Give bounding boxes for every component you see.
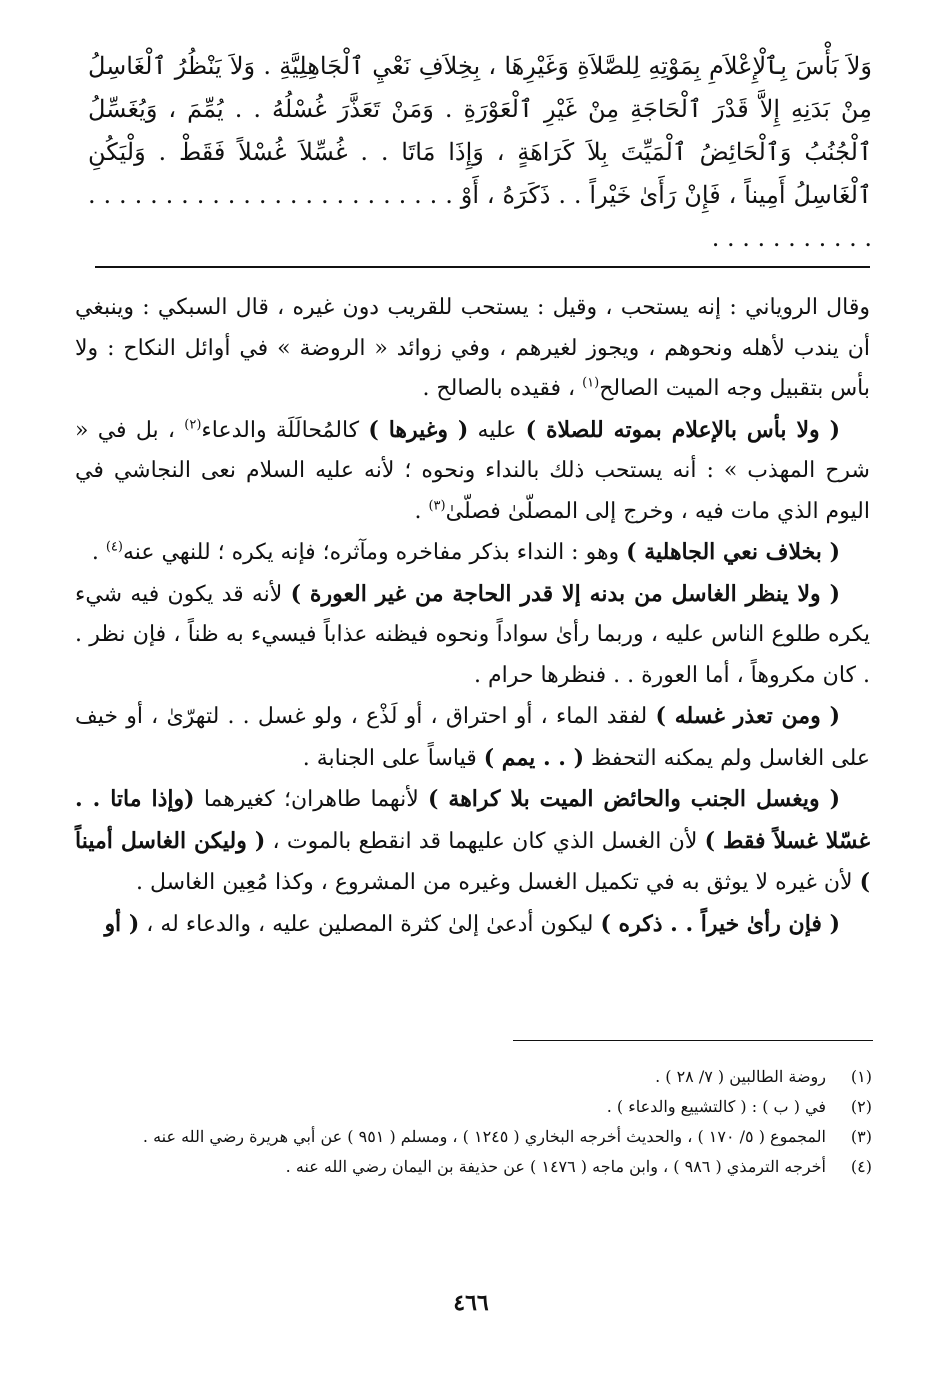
sharh-text-block (75, 288, 870, 945)
sharh-paragraph-4: ( ولا ينظر الغاسل من بدنه إلا قدر الحاجة من غير العورة ) لأنه قد يكون فيه شيء يكره طلوع الناس عليه ، وربما رأىٰ سواداً ونحوه فيظنه عذاباً فيسيء به ظناً ، فإن نظر . . كان مكروهاً ، أما العورة . . فنظرها حرام . (75, 580, 870, 688)
sharh-paragraph-3: ( بخلاف نعي الجاهلية ) وهو : النداء بذكر مفاخره ومآثره؛ فإنه يكره ؛ للنهي عنه$^{(٤)}$ . (91, 539, 840, 565)
footnote-number: (١) (850, 1067, 872, 1086)
footnote-ref-2: (٢) (184, 417, 202, 433)
footnote-ref-3: (٣) (428, 498, 446, 514)
sharh-paragraph-5: ( ومن تعذر غسله ) لفقد الماء ، أو احتراق ، أو لَذْع ، ولو غسل . . لتهرّىٰ ، أو خيف على الغاسل ولم يمكنه التحفظ ( . . يمم ) قياساً على الجنابة . (75, 703, 870, 771)
footnote-item (100, 1152, 872, 1182)
footnote-item (100, 1092, 872, 1122)
matn-divider-line (95, 266, 870, 268)
sharh-paragraph-7: ( فإن رأىٰ خيراً . . ذكره ) ليكون أدعىٰ إلىٰ كثرة المصلين عليه ، والدعاء له ، ( أو (104, 910, 840, 937)
footnotes-divider-line (513, 1040, 873, 1041)
footnotes-block (100, 1062, 872, 1182)
footnote-number: (٤) (850, 1157, 872, 1176)
matn-text-block (88, 45, 872, 260)
footnote-ref-1: (١) (582, 375, 600, 391)
footnote-number: (٣) (850, 1127, 872, 1146)
footnote-number: (٢) (850, 1097, 872, 1116)
footnote-item (100, 1122, 872, 1152)
sharh-paragraph-6: ( ويغسل الجنب والحائض الميت بلا كراهة ) لأنهما طاهران؛ كغيرهما (وإذا ماتا . . غسّلا غسلاً فقط ) لأن الغسل الذي كان عليهما قد انقطع بالموت ، ( وليكن الغاسل أميناً ) لأن غيره لا يوثق به في تكميل الغسل وغيره من المشروع ، وكذا مُعِين الغاسل . (75, 786, 870, 895)
matn-paragraph: وَلاَ بَأْسَ بِٱلْإِعْلاَمِ بِمَوْتِهِ لِلصَّلاَةِ وَغَيْرِهَا ، بِخِلاَفِ نَعْيِ ٱلْجَاهِلِيَّةِ . وَلاَ يَنْظُرُ ٱلْغَاسِلُ مِنْ بَدَنِهِ إِلاَّ قَدْرَ ٱلْحَاجَةِ مِنْ غَيْرِ ٱلْعَوْرَةِ . وَمَنْ تَعَذَّرَ غُسْلُهُ . . يُمِّمَ ، وَيُغَسِّلُ ٱلْجُنُبُ وَٱلْحَائِضُ ٱلْمَيِّتَ بِلاَ كَرَاهَةٍ ، وَإِذَا مَاتَا . . غُسِّلاَ غُسْلاً فَقَطْ . وَلْيَكُنِ ٱلْغَاسِلُ أَمِيناً ، فَإِنْ رَأَىٰ خَيْراً . . ذَكَرَهُ ، أَوْ . . . . . . . . . . . . . . . . . . . . . . . . . . . . . . . . . . . (88, 52, 872, 252)
sharh-paragraph-2: ( ولا بأس بالإعلام بموته للصلاة ) عليه ( وغيرها ) كالمُحالَلَة والدعاء$^{(٢)}$ ، بل في « شرح المهذب » : أنه يستحب ذلك بالنداء ونحوه ؛ لأنه عليه السلام نعى النجاشي في اليوم الذي مات فيه ، وخرج إلى المصلّىٰ فصلّىٰ$^{(٣)}$ . (75, 416, 870, 524)
footnote-text: في ( ب ) : ( كالتشييع والدعاء ) . (606, 1097, 826, 1116)
page-number: ٤٦٦ (453, 1290, 489, 1316)
footnote-text: أخرجه الترمذي ( ٩٨٦ ) ، وابن ماجه ( ١٤٧٦ ) عن حذيفة بن اليمان رضي الله عنه . (285, 1157, 826, 1176)
sharh-paragraph-1: وقال الروياني : إنه يستحب ، وقيل : يستحب للقريب دون غيره ، قال السبكي : وينبغي أن يندب لأهله ونحوهم ، ويجوز لغيرهم ، وفي زوائد « الروضة » في أوائل النكاح : ولا بأس بتقبيل وجه الميت الصالح$^{(١)}$ ، فقيده بالصالح . (75, 295, 870, 401)
footnote-ref-4: (٤) (105, 539, 123, 555)
footnote-text: روضة الطالبين ( ٧/ ٢٨ ) . (655, 1067, 826, 1086)
footnote-item (100, 1062, 872, 1092)
footnote-text: المجموع ( ٥/ ١٧٠ ) ، والحديث أخرجه البخاري ( ١٢٤٥ ) ، ومسلم ( ٩٥١ ) عن أبي هريرة رضي الله عنه . (142, 1127, 826, 1146)
